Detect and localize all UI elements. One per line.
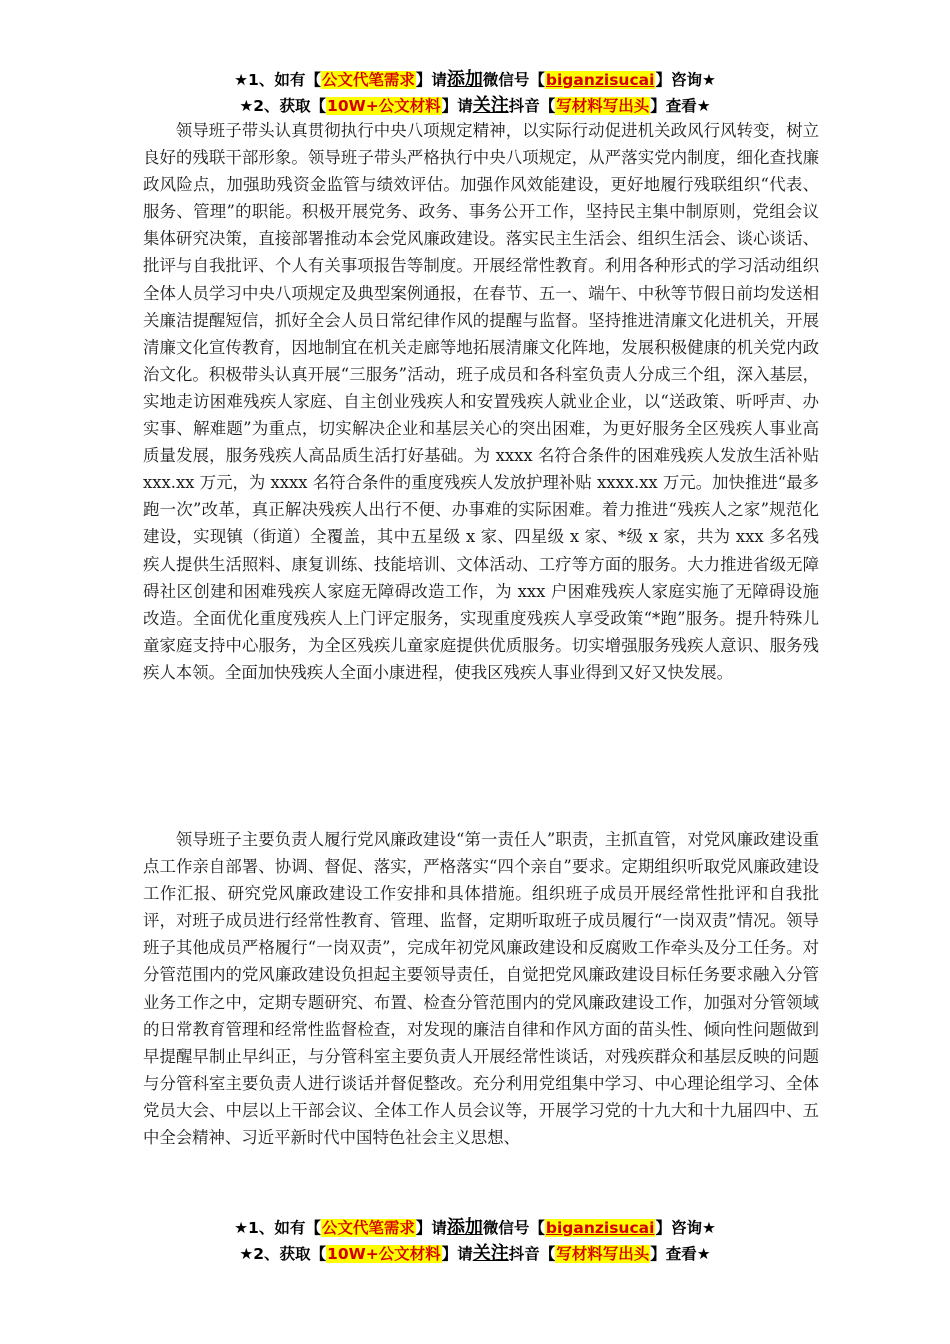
promo-highlight-douyin: 写材料写出头 — [556, 1245, 650, 1263]
body-paragraph-1: 领导班子带头认真贯彻执行中央八项规定精神，以实际行动促进机关政风行风转变，树立良好的残联干部形象。领导班子带头严格执行中央八项规定，从严落实党内制度，细化查找廉政风险点，加强助残资金监管与绩效评估。加强作风效能建设，更好地履行残联组织“代表、服务、管理”的职能。积极开展党务、政务、事务公开工作，坚持民主集中制原则，党组会议集体研究决策，直接部署推动本会党风廉政建设。落实民主生活会、组织生活会、谈心谈话、批评与自我批评、个人有关事项报告等制度。开展经常性教育。利用各种形式的学习活动组织全体人员学习中央八项规定及典型案例通报，在春节、五一、端午、中秋等节假日前均发送相关廉洁提醒短信，抓好全会人员日常纪律作风的提醒与监督。坚持推进清廉文化进机关，开展清廉文化宣传教育，因地制宜在机关走廊等地拓展清廉文化阵地，发展积极健康的机关党内政治文化。积极带头认真开展“三服务”活动，班子成员和各科室负责人分成三个组，深入基层，实地走访困难残疾人家庭、自主创业残疾人和安置残疾人就业企业，以“送政策、听呼声、办实事、解难题”为重点，切实解决企业和基层关心的突出困难，为更好服务全区残疾人事业高质量发展，服务残疾人高品质生活打好基础。为 xxxx 名符合条件的困难残疾人发放生活补贴 xxx.xx 万元，为 xxxx 名符合条件的重度残疾人发放护理补贴 xxxx.xx 万元。加快推进“最多跑一次”改革，真正解决残疾人出行不便、办事难的实际困难。着力推进“残疾人之家”规范化建设，实现镇（街道）全覆盖，其中五星级 x 家、四星级 x 家、*级 x 家，共为 xxx 多名残疾人提供生活照料、康复训练、技能培训、文体活动、工疗等方面的服务。大力推进省级无障碍社区创建和困难残疾人家庭无障碍改造工作，为 xxx 户困难残疾人家庭实施了无障碍设施改造。全面优化重度残疾人上门评定服务，实现重度残疾人享受政策“*跑”服务。提升特殊儿童家庭支持中心服务，为全区残疾儿童家庭提供优质服务。切实增强服务残疾人意识、服务残疾人本领。全面加快残疾人全面小康进程，使我区残疾人事业得到又好又快发展。 — [143, 121, 819, 682]
promo-text: 】请 — [441, 97, 473, 115]
promo-highlight-service: 公文代笔需求 — [321, 1219, 415, 1237]
promo-line-2 — [0, 93, 950, 119]
promo-line-1 — [0, 67, 950, 93]
promo-text: 抖音【 — [508, 1245, 556, 1263]
promo-text: ★1、如有【 — [234, 71, 321, 89]
promo-text: 】咨询★ — [655, 1219, 716, 1237]
promo-emphasis: 添加 — [446, 1217, 483, 1238]
promo-text: 微信号【 — [482, 71, 545, 89]
promo-text: 】请 — [441, 1245, 473, 1263]
promo-emphasis: 添加 — [446, 69, 483, 90]
promo-banner-bottom — [0, 1215, 950, 1267]
promo-highlight-service: 公文代笔需求 — [321, 71, 415, 89]
promo-text: 】查看★ — [650, 1245, 711, 1263]
promo-text: 】请 — [415, 71, 447, 89]
promo-banner-top — [0, 67, 950, 119]
promo-highlight-douyin: 写材料写出头 — [556, 97, 650, 115]
promo-highlight-materials: 10W+公文材料 — [327, 1245, 441, 1263]
promo-text: 】咨询★ — [655, 71, 716, 89]
promo-highlight-wechat-id: biganzisucai — [545, 1219, 655, 1237]
promo-text: ★2、获取【 — [239, 1245, 327, 1263]
body-paragraph-2: 领导班子主要负责人履行党风廉政建设“第一责任人”职责，主抓直管，对党风廉政建设重点工作亲自部署、协调、督促、落实，严格落实“四个亲自”要求。定期组织听取党风廉政建设工作汇报、研究党风廉政建设工作安排和具体措施。组织班子成员开展经常性批评和自我批评，对班子成员进行经常性教育、管理、监督，定期听取班子成员履行“一岗双责”情况。领导班子其他成员严格履行“一岗双责”，完成年初党风廉政建设和反腐败工作牵头及分工任务。对分管范围内的党风廉政建设负担起主要领导责任，自觉把党风廉政建设目标任务要求融入分管业务工作之中，定期专题研究、布置、检查分管范围内的党风廉政建设工作，加强对分管领域的日常教育管理和经常性监督检查，对发现的廉洁自律和作风方面的苗头性、倾向性问题做到早提醒早制止早纠正，与分管科室主要负责人开展经常性谈话，对残疾群众和基层反映的问题与分管科室主要负责人进行谈话并督促整改。充分利用党组集中学习、中心理论组学习、全体党员大会、中层以上干部会议、全体工作人员会议等，开展学习党的十九大和十九届四中、五中全会精神、习近平新时代中国特色社会主义思想、 — [143, 830, 819, 1148]
promo-text: ★1、如有【 — [234, 1219, 321, 1237]
promo-line-1 — [0, 1215, 950, 1241]
promo-emphasis: 关注 — [472, 1243, 509, 1264]
promo-line-2 — [0, 1241, 950, 1267]
promo-text: ★2、获取【 — [239, 97, 327, 115]
promo-highlight-materials: 10W+公文材料 — [327, 97, 441, 115]
promo-highlight-wechat-id: biganzisucai — [545, 71, 655, 89]
promo-text: 】请 — [415, 1219, 447, 1237]
promo-text: 抖音【 — [508, 97, 556, 115]
promo-emphasis: 关注 — [472, 95, 509, 116]
promo-text: 微信号【 — [482, 1219, 545, 1237]
promo-text: 】查看★ — [650, 97, 711, 115]
